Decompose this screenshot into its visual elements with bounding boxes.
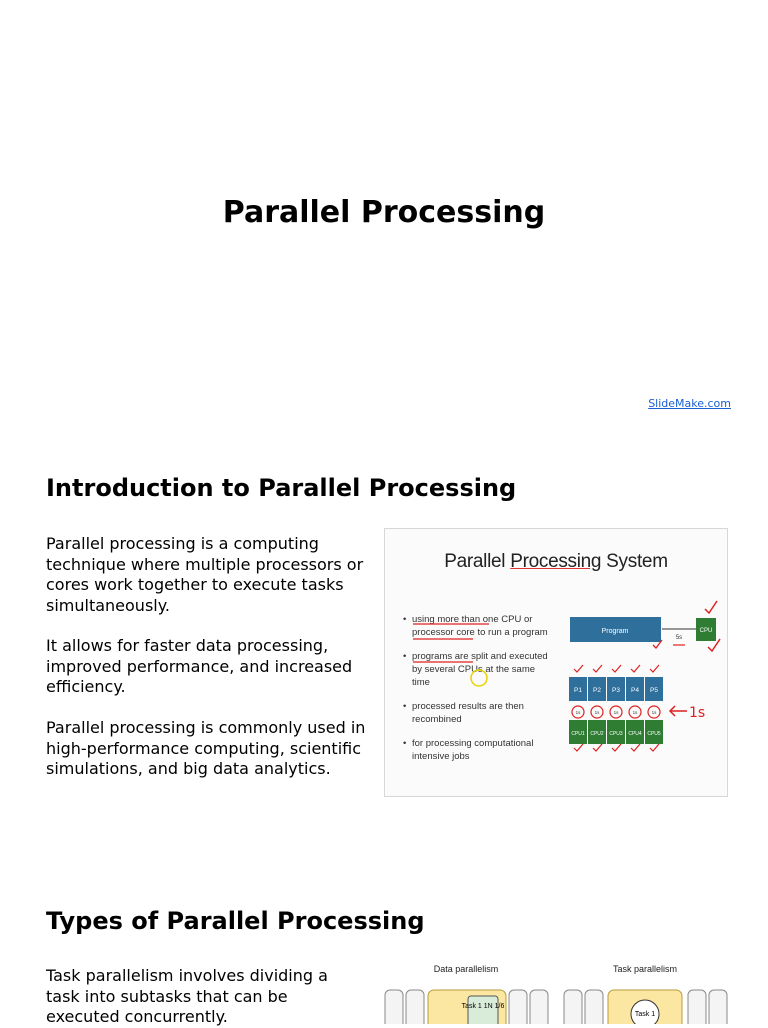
cpu-label: CPU3: [609, 731, 623, 737]
slide-title: Parallel Processing System: [444, 551, 668, 572]
part-label: P5: [650, 687, 658, 694]
slide-bullet: • programs are split and executed by several CPUs at the same time: [403, 650, 553, 689]
red-check: [650, 665, 659, 672]
red-check: [574, 665, 583, 672]
queue-slot: [585, 990, 603, 1024]
red-check: [631, 665, 640, 672]
yellow-circle: [471, 670, 487, 686]
parts-row: [569, 665, 663, 701]
queue-slot: [688, 990, 706, 1024]
cpu-label: CPU1: [571, 731, 585, 737]
intro-paragraph-3: Parallel processing is commonly used in high-performance computing, scientific simulations, and big data analytics.: [46, 718, 366, 779]
parallelism-diagram: [384, 956, 730, 1024]
red-check: [593, 744, 602, 751]
part-times-row: [572, 706, 660, 718]
part-time-label: 1s: [613, 710, 619, 715]
queue-slot: [406, 990, 424, 1024]
intro-heading: Introduction to Parallel Processing: [46, 474, 517, 502]
part-time-label: 1s: [594, 710, 600, 715]
slide-bullet: • for processing computational intensive jobs: [403, 737, 553, 763]
queue-slot: [709, 990, 727, 1024]
slidemake-link[interactable]: SlideMake.com: [648, 397, 731, 410]
red-check: [650, 744, 659, 751]
part-label: P3: [612, 687, 620, 694]
red-check: [631, 744, 640, 751]
single-time-label: 5s: [675, 635, 683, 641]
red-check: [574, 744, 583, 751]
data-task-label: Task 1 1N 1/6: [461, 1003, 505, 1010]
red-check: [593, 665, 602, 672]
queue-slot: [509, 990, 527, 1024]
queue-slot: [564, 990, 582, 1024]
red-check: [612, 744, 621, 751]
parallel-processing-system-image: [384, 528, 728, 797]
cpu-label: CPU5: [647, 731, 661, 737]
red-check: [612, 665, 621, 672]
cpu-label: CPU2: [590, 731, 604, 737]
single-cpu-label: CPU: [699, 628, 713, 634]
red-check: [705, 601, 717, 613]
part-label: P1: [574, 687, 582, 694]
task-circle-label: Task 1: [634, 1011, 656, 1018]
cpus-row: [569, 720, 663, 751]
part-label: P2: [593, 687, 601, 694]
slide-bullet: • processed results are then recombined: [403, 700, 553, 726]
task-parallelism-label: Task parallelism: [612, 964, 678, 974]
part-time-label: 1s: [651, 710, 657, 715]
queue-slot: [385, 990, 403, 1024]
page-title: Parallel Processing: [222, 195, 546, 230]
cpu-label: CPU4: [628, 731, 642, 737]
slide-bullet: • using more than one CPU or processor core to run a program: [403, 613, 553, 639]
intro-paragraph-2: It allows for faster data processing, improved performance, and increased efficiency.: [46, 636, 353, 697]
types-paragraph-1: Task parallelism involves dividing a task into subtasks that can be executed concurrently.: [46, 966, 328, 1027]
data-parallelism-label: Data parallelism: [433, 964, 499, 974]
annotation-label: 1s: [689, 705, 706, 721]
part-label: P4: [631, 687, 639, 694]
queue-slot: [530, 990, 548, 1024]
parallel-system-diagram: [385, 529, 729, 798]
part-time-label: 1s: [632, 710, 638, 715]
program-label: Program: [601, 628, 629, 635]
part-time-label: 1s: [575, 710, 581, 715]
types-heading: Types of Parallel Processing: [46, 907, 425, 935]
intro-paragraph-1: Parallel processing is a computing technique where multiple processors or cores work together to execute tasks simultaneously.: [46, 534, 364, 615]
data-task-box: [468, 996, 498, 1024]
